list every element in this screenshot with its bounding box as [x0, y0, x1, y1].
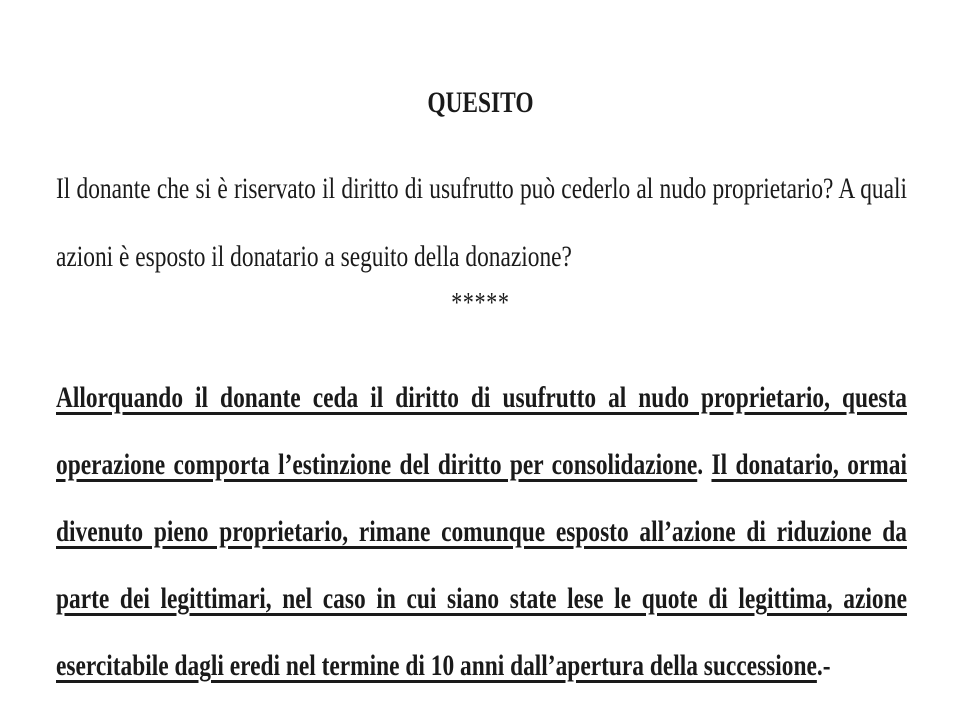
answer-reduction-action-text: Il donatario, ormai divenuto pieno proprietario, rimane comunque esposto all’azione di riduzione da parte dei legittimari, nel caso in cui siano state lese le quote di legittima, azione esercitabile dagli eredi nel termine di 10 anni dall’apertura della successione — [56, 448, 907, 682]
answer-paragraph — [56, 364, 907, 699]
answer-consolidation-text: Allorquando il donante ceda il diritto di usufrutto al nudo proprietario, questa operazione comporta l’estinzione del diritto per consolidazione — [56, 381, 907, 481]
heading-title: QUESITO — [427, 86, 534, 119]
answer-period: . — [697, 448, 712, 481]
question-text: Il donante che si è riservato il diritto di usufrutto può cederlo al nudo proprietario? A quali azioni è esposto il donatario a seguito della donazione? — [56, 172, 907, 273]
answer-ending: .- — [816, 649, 831, 682]
section-separator: ***** — [451, 288, 510, 319]
